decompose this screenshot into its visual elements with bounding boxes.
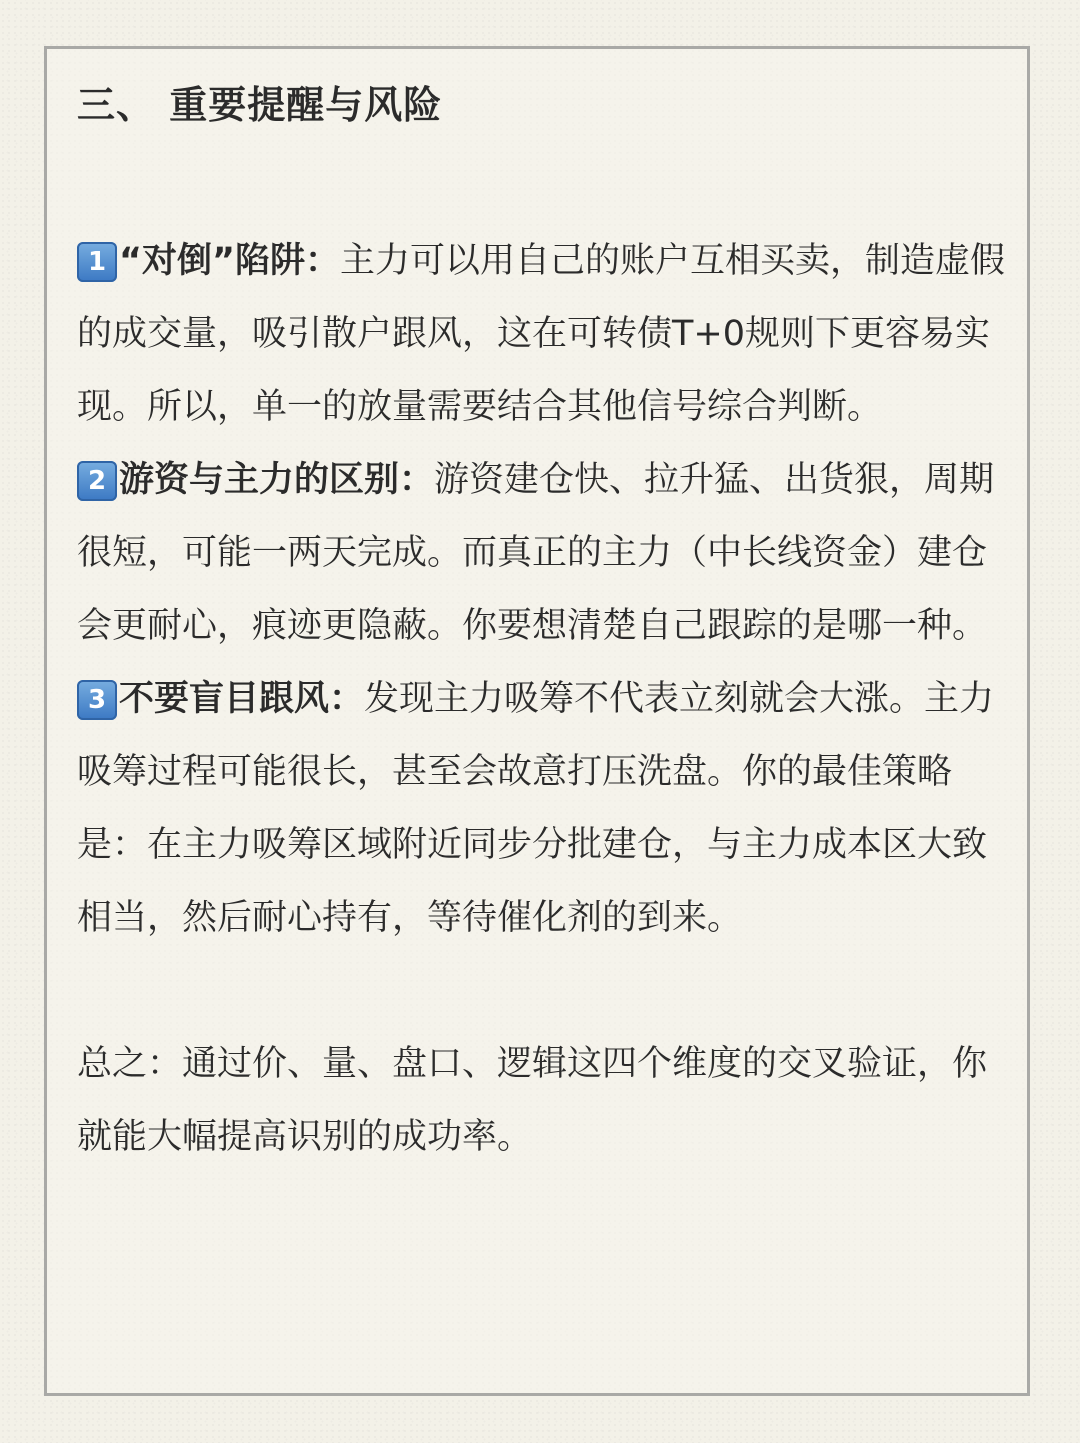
point-body: 发现主力吸筹不代表立刻就会大涨。主力吸筹过程可能很长，甚至会故意打压洗盘。你的最佳策略是：在主力吸筹区域附近同步分批建仓，与主力成本区大致相当，然后耐心持有，等待催化剂的到来。 — [77, 679, 995, 938]
keycap-number-icon: 1 — [77, 242, 117, 282]
point-item-3 — [77, 663, 1007, 955]
keycap-number-icon: 2 — [77, 461, 117, 501]
point-body: 游资建仓快、拉升猛、出货狠，周期很短，可能一两天完成。而真正的主力（中长线资金）建仓会更耐心，痕迹更隐蔽。你要想清楚自己跟踪的是哪一种。 — [77, 460, 995, 646]
point-item-1 — [77, 225, 1007, 444]
section-title: 三、 重要提醒与风险 — [77, 83, 443, 127]
summary-text: 总之：通过价、量、盘口、逻辑这四个维度的交叉验证，你就能大幅提高识别的成功率。 — [77, 1044, 988, 1157]
point-heading: 不要盲目跟风： — [119, 679, 365, 719]
content-card — [44, 46, 1030, 1396]
point-item-2 — [77, 444, 1007, 663]
content-body — [77, 225, 1007, 1174]
keycap-number-icon: 3 — [77, 680, 117, 720]
point-body: 主力可以用自己的账户互相买卖，制造虚假的成交量，吸引散户跟风，这在可转债T+0规则下更容易实现。所以，单一的放量需要结合其他信号综合判断。 — [77, 241, 1006, 427]
point-heading: “对倒”陷阱： — [119, 241, 341, 281]
point-heading: 游资与主力的区别： — [119, 460, 435, 500]
